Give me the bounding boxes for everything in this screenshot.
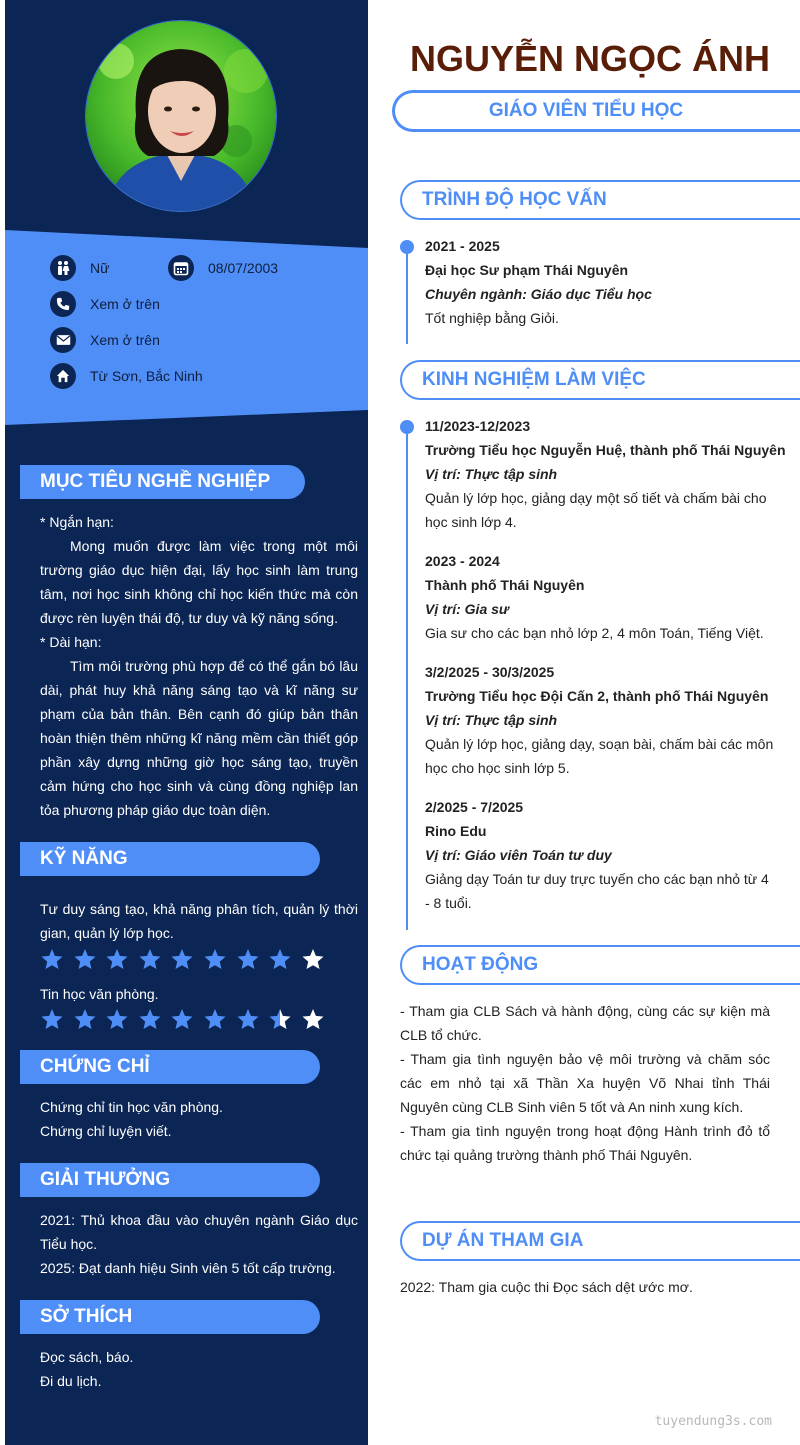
projects-list	[400, 1275, 770, 1299]
objective-short-label: * Ngắn hạn:	[40, 514, 114, 530]
education-school: Đại học Sư phạm Thái Nguyên	[425, 262, 629, 278]
experience-org: Rino Edu	[425, 823, 487, 839]
experience-role: Vị trí: Thực tập sinh	[425, 712, 558, 728]
experience-entry	[425, 414, 786, 534]
email-text: Xem ở trên	[90, 332, 160, 348]
projects-heading: DỰ ÁN THAM GIA	[400, 1221, 800, 1261]
education-note: Tốt nghiệp bằng Giỏi.	[425, 310, 559, 326]
skills-heading: KỸ NĂNG	[20, 842, 320, 876]
experience-role: Vị trí: Giáo viên Toán tư duy	[425, 847, 612, 863]
rating-star	[40, 1008, 64, 1030]
rating-star	[203, 1008, 227, 1030]
experience-desc: Gia sư cho các bạn nhỏ lớp 2, 4 môn Toán, Tiếng Việt.	[425, 625, 764, 641]
skill-2-label: Tin học văn phòng.	[40, 986, 159, 1002]
certificates-list	[40, 1095, 358, 1143]
education-heading: TRÌNH ĐỘ HỌC VẤN	[400, 180, 800, 220]
hobbies-list	[40, 1345, 358, 1393]
phone-icon	[50, 291, 76, 317]
avatar	[85, 20, 277, 212]
timeline-dot	[400, 420, 414, 434]
experience-org: Thành phố Thái Nguyên	[425, 577, 585, 593]
experience-desc: Giảng dạy Toán tư duy trực tuyến cho các bạn nhỏ từ 4 - 8 tuổi.	[425, 871, 769, 911]
phone-text: Xem ở trên	[90, 296, 160, 312]
rating-star	[236, 948, 260, 970]
activity-item: - Tham gia tình nguyện bảo vệ môi trường và chăm sóc các em nhỏ tại xã Thần Xa huyện Võ Nhai tỉnh Thái Nguyên cùng CLB Sinh viên 5 tốt và An ninh xung kích.	[400, 1051, 770, 1115]
rating-star	[170, 1008, 194, 1030]
award-item: 2025: Đạt danh hiệu Sinh viên 5 tốt cấp trường.	[40, 1260, 336, 1276]
activities-heading: HOẠT ĐỘNG	[400, 945, 800, 985]
gender-icon	[50, 255, 76, 281]
rating-star	[301, 1008, 325, 1030]
gender-row	[50, 255, 109, 281]
experience-role: Vị trí: Gia sư	[425, 601, 509, 617]
education-period: 2021 - 2025	[425, 238, 500, 254]
certificate-item: Chứng chỉ luyện viết.	[40, 1123, 172, 1139]
experience-timeline	[406, 426, 408, 930]
experience-period: 2/2025 - 7/2025	[425, 799, 524, 815]
objective-heading: MỤC TIÊU NGHỀ NGHIỆP	[20, 465, 305, 499]
job-title: GIÁO VIÊN TIỂU HỌC	[488, 100, 684, 121]
email-row	[50, 327, 160, 353]
rating-star	[301, 948, 325, 970]
rating-star	[40, 948, 64, 970]
certificate-item: Chứng chỉ tin học văn phòng.	[40, 1099, 223, 1115]
rating-star	[105, 1008, 129, 1030]
experience-entry	[425, 795, 775, 915]
hobby-item: Đọc sách, báo.	[40, 1349, 134, 1365]
skill-1-rating	[40, 948, 325, 970]
education-major: Chuyên ngành: Giáo dục Tiểu học	[425, 286, 652, 302]
awards-list	[40, 1208, 358, 1280]
rating-star	[73, 948, 97, 970]
education-timeline	[406, 246, 408, 344]
timeline-dot	[400, 240, 414, 254]
birthday-text: 08/07/2003	[208, 260, 279, 276]
experience-entry	[425, 660, 775, 780]
phone-row	[50, 291, 160, 317]
objective-short-text: Mong muốn được làm việc trong một môi trường giáo dục hiện đại, lấy học sinh làm trung tâm, nơi học sinh không chỉ học kiến thức mà còn được rèn luyện thái độ, tư duy và kỹ năng sống.	[40, 538, 358, 626]
hobbies-heading: SỞ THÍCH	[20, 1300, 320, 1334]
objective-long-label: * Dài hạn:	[40, 634, 102, 650]
hobby-item: Đi du lịch.	[40, 1373, 102, 1389]
experience-desc: Quản lý lớp học, giảng dạy, soạn bài, chấm bài các môn học cho học sinh lớp 5.	[425, 736, 774, 776]
rating-star	[105, 948, 129, 970]
objective-long-text: Tìm môi trường phù hợp để có thể gắn bó lâu dài, phát huy khả năng sáng tạo và kĩ năng sư phạm của bản thân. Bên cạnh đó giúp bản thân hoàn thiện thêm những kĩ năng mềm cần thiết góp phần xây dựng những giờ học sáng tạo, truyền cảm hứng cho học sinh và cùng đồng nghiệp lan tỏa phương pháp giáo dục toàn diện.	[40, 658, 358, 818]
award-item: 2021: Thủ khoa đầu vào chuyên ngành Giáo dục Tiểu học.	[40, 1212, 358, 1252]
activities-list	[400, 999, 770, 1167]
calendar-icon	[168, 255, 194, 281]
awards-heading: GIẢI THƯỞNG	[20, 1163, 320, 1197]
activity-item: - Tham gia CLB Sách và hành động, cùng các sự kiện mà CLB tổ chức.	[400, 1003, 770, 1043]
portrait-photo	[86, 21, 276, 211]
mail-icon	[50, 327, 76, 353]
experience-role: Vị trí: Thực tập sinh	[425, 466, 558, 482]
address-text: Từ Sơn, Bắc Ninh	[90, 368, 203, 384]
rating-star	[138, 948, 162, 970]
certificates-heading: CHỨNG CHỈ	[20, 1050, 320, 1084]
project-item: 2022: Tham gia cuộc thi Đọc sách dệt ước mơ.	[400, 1279, 693, 1295]
activity-item: - Tham gia tình nguyện trong hoạt động Hành trình đỏ tổ chức tại quảng trường thành phố Thái Nguyên.	[400, 1123, 770, 1163]
experience-desc: Quản lý lớp học, giảng dạy một số tiết và chấm bài cho học sinh lớp 4.	[425, 490, 767, 530]
address-row	[50, 363, 203, 389]
experience-org: Trường Tiểu học Đội Cấn 2, thành phố Thái Nguyên	[425, 688, 769, 704]
rating-star	[236, 1008, 260, 1030]
birthday-row	[168, 255, 278, 281]
experience-period: 11/2023-12/2023	[425, 418, 531, 434]
rating-star	[203, 948, 227, 970]
experience-entry	[425, 549, 775, 645]
rating-star	[170, 948, 194, 970]
experience-period: 2023 - 2024	[425, 553, 500, 569]
rating-star	[138, 1008, 162, 1030]
experience-org: Trường Tiểu học Nguyễn Huệ, thành phố Thái Nguyên	[425, 442, 786, 458]
experience-period: 3/2/2025 - 30/3/2025	[425, 664, 555, 680]
rating-star	[268, 948, 292, 970]
education-entry	[425, 234, 775, 330]
rating-star	[268, 1008, 292, 1030]
home-icon	[50, 363, 76, 389]
skill-2-rating	[40, 1008, 325, 1030]
full-name: NGUYỄN NGỌC ÁNH	[409, 38, 771, 79]
rating-star	[73, 1008, 97, 1030]
gender-text: Nữ	[90, 260, 110, 276]
skill-1-label: Tư duy sáng tạo, khả năng phân tích, quản lý thời gian, quản lý lớp học.	[40, 901, 358, 941]
objective-body	[40, 510, 358, 822]
watermark: tuyendung3s.com	[654, 1414, 772, 1429]
experience-heading: KINH NGHIỆM LÀM VIỆC	[400, 360, 800, 400]
